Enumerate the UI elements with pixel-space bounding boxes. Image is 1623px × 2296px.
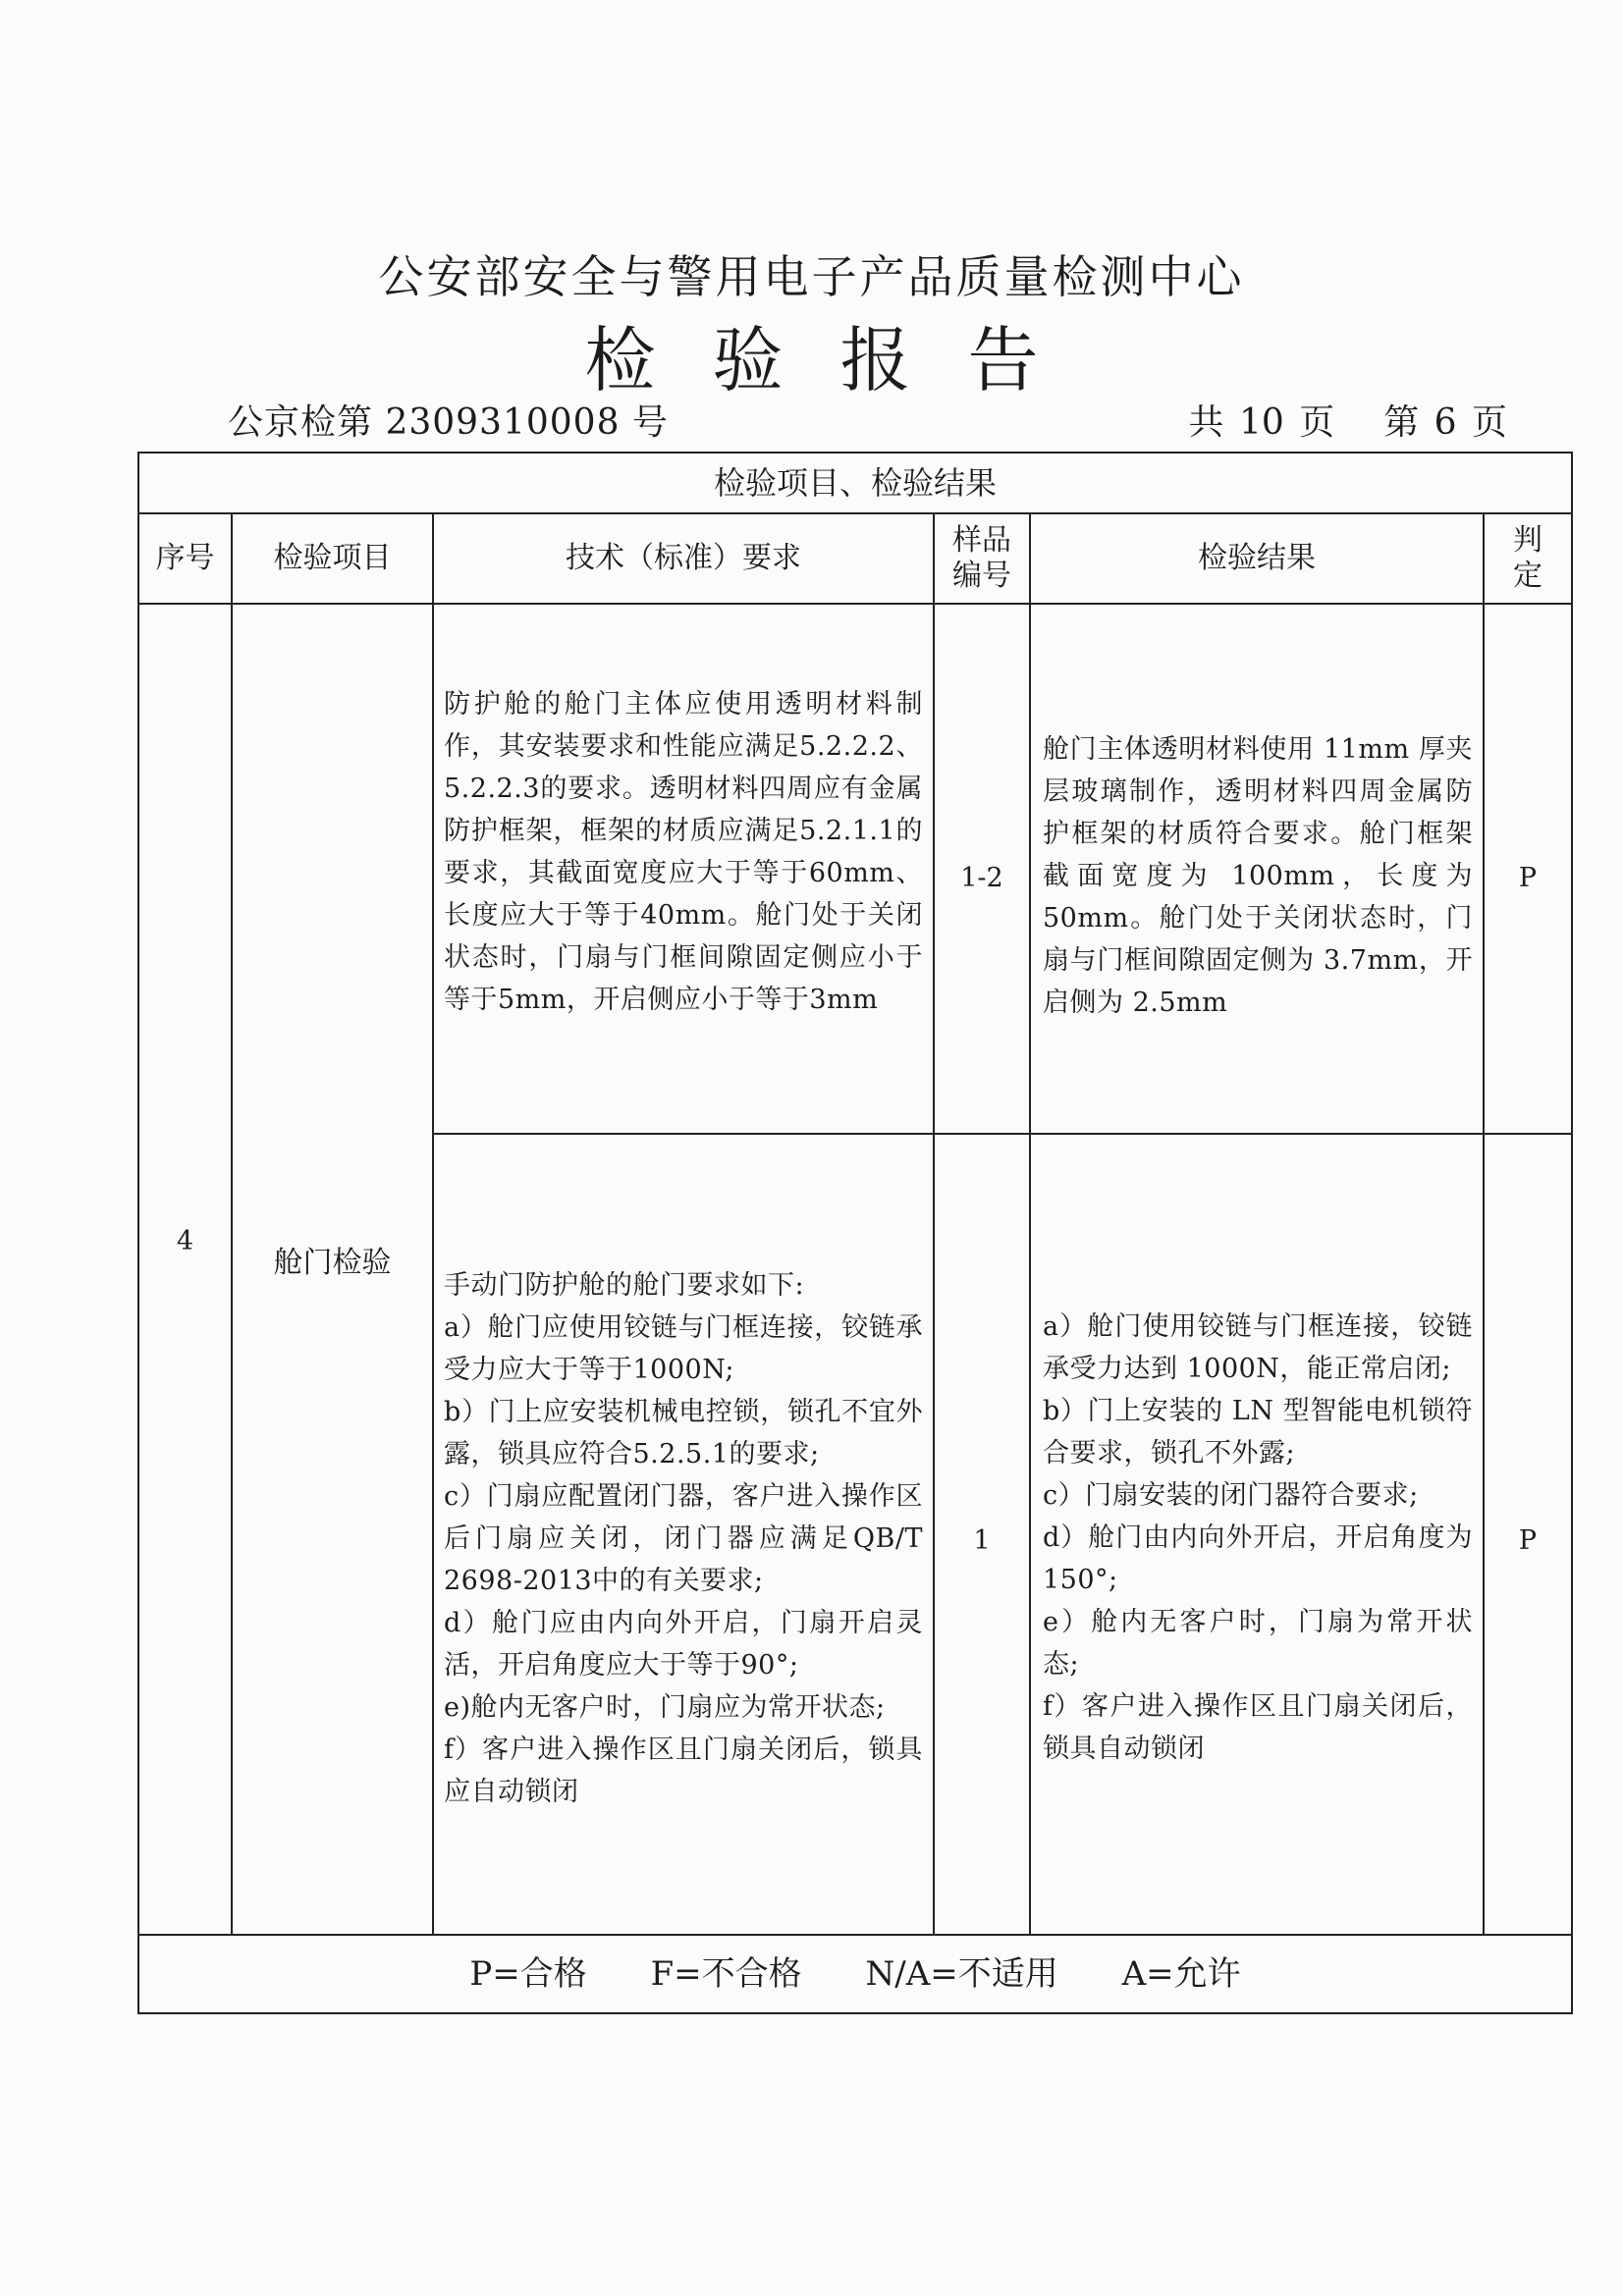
- table-border-right: [1571, 452, 1573, 2014]
- row2-result: a）舱门使用铰链与门框连接，铰链承受力达到 1000N，能正常启闭; b）门上安装的 LN 型智能电机锁符合要求，锁孔不外露; c）门扇安装的闭门器符合要求; d）舱门由内向外开启，开启角度为 150°; e）舱内无客户时，门扇为常开状态; f）客户进入操作区且门扇关闭后，锁具自动锁闭: [1043, 1311, 1473, 1764]
- row-divider: [432, 1133, 1571, 1135]
- report-title: 检验报告: [584, 319, 1096, 401]
- row1-result: 舱门主体透明材料使用 11mm 厚夹层玻璃制作，透明材料四周金属防护框架的材质符合要求。舱门框架截面宽度为 100mm，长度为 50mm。舱门处于关闭状态时，门扇与门框间隙固定侧为 3.7mm，开启侧为 2.5mm: [1043, 734, 1483, 1018]
- header-seq: 序号: [155, 541, 215, 575]
- row1-verdict: P: [1518, 863, 1538, 893]
- row2-verdict: P: [1518, 1525, 1538, 1556]
- header-divider: [137, 603, 1573, 605]
- row2-requirement: 手动门防护舱的舱门要求如下: a）舱门应使用铰链与门框连接，铰链承受力应大于等于1000N; b）门上应安装机械电控锁，锁孔不宜外露，锁具应符合5.2.5.1的要求; c）门扇应配置闭门器，客户进入操作区后门扇应关闭，闭门器应满足QB/T 2698-2013中的有关要求; d）舱门应由内向外开启，门扇开启灵活，开启角度应大于等于90°; e)舱内无客户时，门扇应为常开状态; f）客户进入操作区且门扇关闭后，锁具应自动锁闭: [444, 1270, 923, 1807]
- row2-sample-no: 1: [973, 1525, 991, 1556]
- col-divider-1: [231, 512, 233, 1936]
- header-verdict-line2: 定: [1513, 559, 1542, 593]
- table-border-bottom: [137, 2012, 1573, 2014]
- table-caption: 检验项目、检验结果: [713, 464, 997, 502]
- header-sample-line2: 编号: [952, 559, 1011, 593]
- col-divider-3: [933, 512, 935, 1936]
- current-page: 第 6 页: [1383, 402, 1507, 443]
- col-divider-4: [1029, 512, 1031, 1936]
- col-divider-2: [432, 512, 434, 1936]
- total-pages: 共 10 页: [1188, 402, 1335, 443]
- header-requirement: 技术（标准）要求: [566, 541, 801, 575]
- item-cell: 舱门检验: [273, 1246, 392, 1280]
- header-verdict: [1485, 514, 1571, 603]
- header-verdict-line1: 判: [1513, 523, 1542, 558]
- seq-cell: 4: [176, 1226, 194, 1256]
- row1-sample-no: 1-2: [960, 863, 1003, 893]
- col-divider-5: [1483, 512, 1485, 1936]
- verdict-legend: P=合格 F=不合格 N/A=不适用 A=允许: [469, 1954, 1241, 1994]
- page-info: [1189, 400, 1508, 446]
- header-sample-no: [935, 514, 1029, 603]
- row1-requirement: 防护舱的舱门主体应使用透明材料制作，其安装要求和性能应满足5.2.2.2、5.2.2.3的要求。透明材料四周应有金属防护框架，框架的材质应满足5.2.1.1的要求，其截面宽度应大于等于60mm、长度应大于等于40mm。舱门处于关闭状态时，门扇与门框间隙固定侧应小于等于5mm，开启侧应小于等于3mm: [444, 689, 923, 1015]
- header-sample-line1: 样品: [952, 523, 1011, 558]
- organization-title: 公安部安全与警用电子产品质量检测中心: [378, 250, 1245, 303]
- header-item: 检验项目: [273, 541, 392, 575]
- header-result: 检验结果: [1198, 541, 1316, 575]
- report-number: 公京检第 2309310008 号: [228, 402, 669, 443]
